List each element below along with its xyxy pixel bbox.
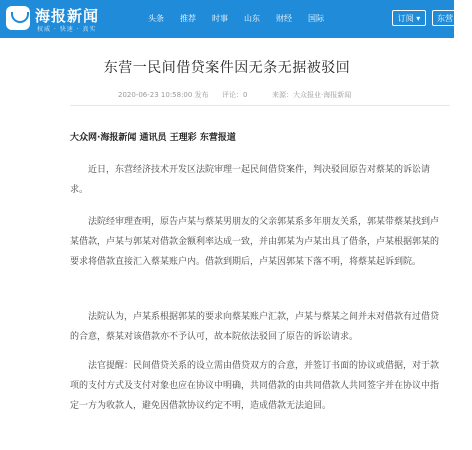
article-paragraph: 法院经审理查明，原告卢某与蔡某男朋友的父亲郭某系多年朋友关系，郭某带蔡某找到卢某借款，卢某与郭某对借款金额利率达成一致，并由郭某为卢某出具了借条，卢某根据郭某的要求将借款直接汇入蔡某账户内。借款到期后，卢某因郭某下落不明，将蔡某起诉到院。	[70, 217, 440, 267]
header-divider	[70, 105, 450, 106]
article-byline: 大众网·海报新闻 通讯员 王理彩 东营报道	[70, 133, 236, 143]
article-title: 东营一民间借贷案件因无条无据被驳回	[103, 60, 351, 76]
logo-title: 海报新闻	[35, 7, 100, 25]
site-logo[interactable]	[6, 4, 114, 34]
article-meta	[118, 90, 438, 100]
article-source: 来源：大众报业·海报新闻	[272, 91, 352, 99]
article-paragraph: 法院认为，卢某系根据郭某的要求向蔡某账户汇款，卢某与蔡某之间并未对借款有过借贷的合意，蔡某对该借款亦不予认可，故本院依法驳回了原告的诉讼请求。	[70, 312, 440, 342]
comment-count[interactable]: 评论：0	[222, 91, 248, 99]
region-dropdown-button[interactable]: 东营 ▾	[432, 10, 472, 26]
article-paragraph: 近日，东营经济技术开发区法院审理一起民间借贷案件，判决驳回原告对蔡某的诉讼请求。	[70, 165, 431, 195]
logo-icon	[6, 6, 30, 30]
nav-item-international[interactable]: 国际	[308, 14, 324, 23]
nav-item-shandong[interactable]: 山东	[244, 14, 260, 23]
nav-item-recommended[interactable]: 推荐	[180, 14, 196, 23]
channel-nav	[148, 11, 340, 27]
logo-subtitle: 权威 · 快速 · 真实	[37, 26, 97, 33]
subscribe-dropdown-button[interactable]: 订阅 ▾	[392, 10, 426, 26]
nav-item-current-affairs[interactable]: 时事	[212, 14, 228, 23]
publish-datetime: 2020-06-23 10:58:00 发布	[118, 91, 209, 99]
nav-item-finance[interactable]: 财经	[276, 14, 292, 23]
nav-item-headlines[interactable]: 头条	[148, 14, 164, 23]
top-navigation-bar	[0, 0, 460, 38]
article-paragraph: 法官提醒：民间借贷关系的设立需由借贷双方的合意，并签订书面的协议或借据，对于款项的支付方式及支付对象也应在协议中明确，共同借款的由共同借款人共同签字并在协议中指定一方为收款人，避免因借款协议约定不明，造成借款无法追回。	[70, 361, 440, 411]
